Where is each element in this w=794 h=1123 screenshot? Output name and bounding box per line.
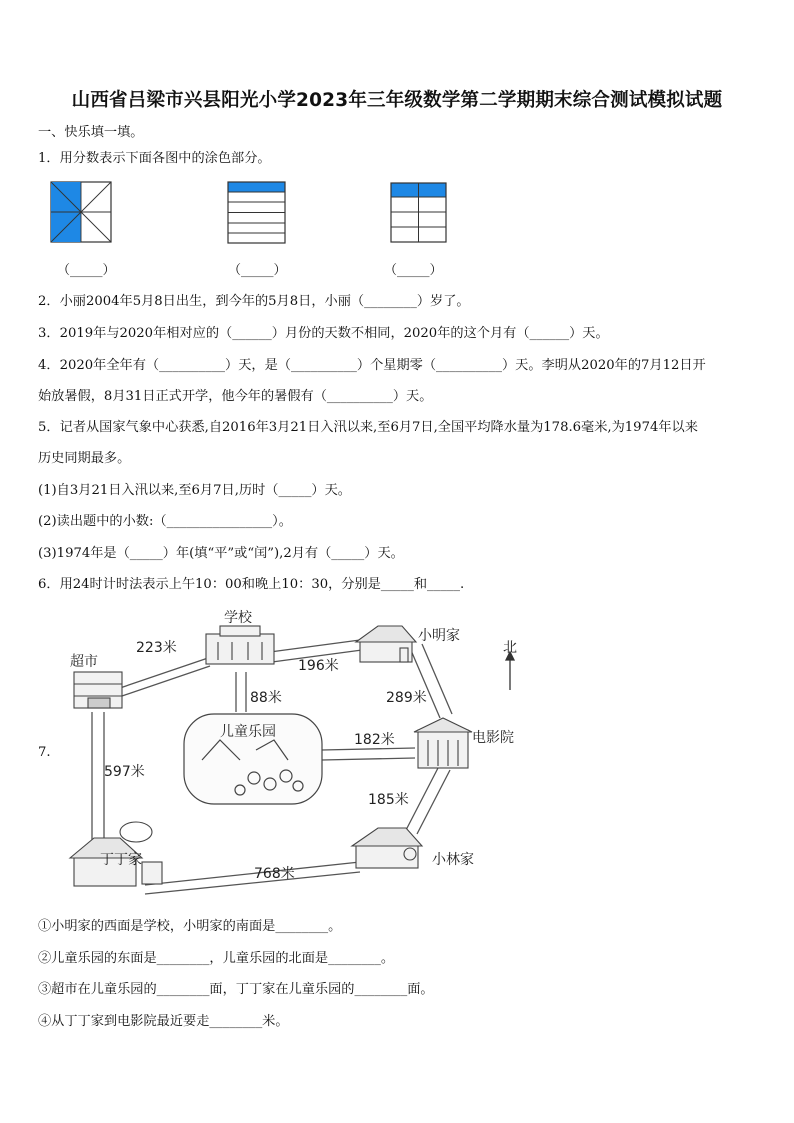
distance-cinema-xiaolin: 185米 bbox=[368, 792, 409, 808]
question-5-part-2: (2)读出题中的小数:（________________）。 bbox=[38, 514, 292, 529]
distance-super-school: 223米 bbox=[136, 640, 177, 656]
xiaolin-home-icon bbox=[352, 828, 422, 868]
question-7-part-3: ③超市在儿童乐园的________面，丁丁家在儿童乐园的________面。 bbox=[38, 982, 434, 997]
figure-1-answer: （_____） bbox=[57, 263, 116, 278]
cinema-icon bbox=[414, 718, 472, 768]
label-dingding-home: 丁丁家 bbox=[100, 852, 142, 868]
question-4-line-2: 始放暑假，8月31日正式开学，他今年的暑假有（__________）天。 bbox=[38, 389, 433, 404]
question-4-line-1: 4．2020年全年有（__________）天，是（__________）个星期零（__________）天。李明从2020年的7月12日开 bbox=[38, 358, 706, 373]
figure-square-triangles bbox=[50, 181, 114, 245]
figure-six-rows bbox=[227, 181, 287, 245]
question-7-number: 7. bbox=[38, 745, 51, 760]
label-north: 北 bbox=[503, 640, 517, 656]
question-3: 3．2019年与2020年相对应的（______）月份的天数不相同，2020年的这个月有（______）天。 bbox=[38, 326, 609, 341]
label-cinema: 电影院 bbox=[472, 730, 514, 746]
distance-school-playground: 88米 bbox=[250, 690, 282, 706]
question-5-part-3: (3)1974年是（_____）年(填“平”或“闰”),2月有（_____）天。 bbox=[38, 546, 404, 561]
page-title: 山西省吕梁市兴县阳光小学2023年三年级数学第二学期期末综合测试模拟试题 bbox=[71, 90, 723, 111]
distance-school-xiaoming: 196米 bbox=[298, 658, 339, 674]
supermarket-icon bbox=[74, 672, 122, 708]
question-6: 6．用24时计时法表示上午10：00和晚上10：30，分别是_____和_____. bbox=[38, 577, 465, 592]
label-playground: 儿童乐园 bbox=[220, 724, 276, 740]
distance-dingding-xiaolin: 768米 bbox=[254, 866, 295, 882]
label-supermarket: 超市 bbox=[70, 654, 98, 670]
figure-3-answer: （_____） bbox=[384, 263, 443, 278]
map-diagram bbox=[60, 600, 540, 900]
section-heading: 一、快乐填一填。 bbox=[38, 125, 144, 140]
question-7-part-4: ④从丁丁家到电影院最近要走________米。 bbox=[38, 1014, 289, 1029]
question-5-part-1: (1)自3月21日入汛以来,至6月7日,历时（_____）天。 bbox=[38, 483, 351, 498]
question-7-part-2: ②儿童乐园的东面是________，儿童乐园的北面是________。 bbox=[38, 951, 395, 966]
north-arrow-icon bbox=[506, 652, 514, 690]
xiaoming-home-icon bbox=[356, 626, 416, 662]
question-2: 2．小丽2004年5月8日出生，到今年的5月8日，小丽（________）岁了。 bbox=[38, 294, 470, 309]
figure-grid-eight bbox=[390, 182, 448, 244]
distance-super-dingding: 597米 bbox=[104, 764, 145, 780]
distance-xiaoming-cinema: 289米 bbox=[386, 690, 427, 706]
question-5-line-1: 5．记者从国家气象中心获悉,自2016年3月21日入汛以来,至6月7日,全国平均降水量为178.6毫米,为1974年以来 bbox=[38, 420, 698, 435]
label-xiaolin-home: 小林家 bbox=[432, 852, 474, 868]
label-xiaoming-home: 小明家 bbox=[418, 628, 460, 644]
label-school: 学校 bbox=[224, 610, 252, 626]
distance-playground-cinema: 182米 bbox=[354, 732, 395, 748]
question-5-line-2: 历史同期最多。 bbox=[38, 451, 131, 466]
question-7-part-1: ①小明家的西面是学校，小明家的南面是________。 bbox=[38, 919, 342, 934]
figure-2-answer: （_____） bbox=[228, 263, 287, 278]
school-icon bbox=[206, 626, 274, 664]
question-1: 1．用分数表示下面各图中的涂色部分。 bbox=[38, 151, 271, 166]
